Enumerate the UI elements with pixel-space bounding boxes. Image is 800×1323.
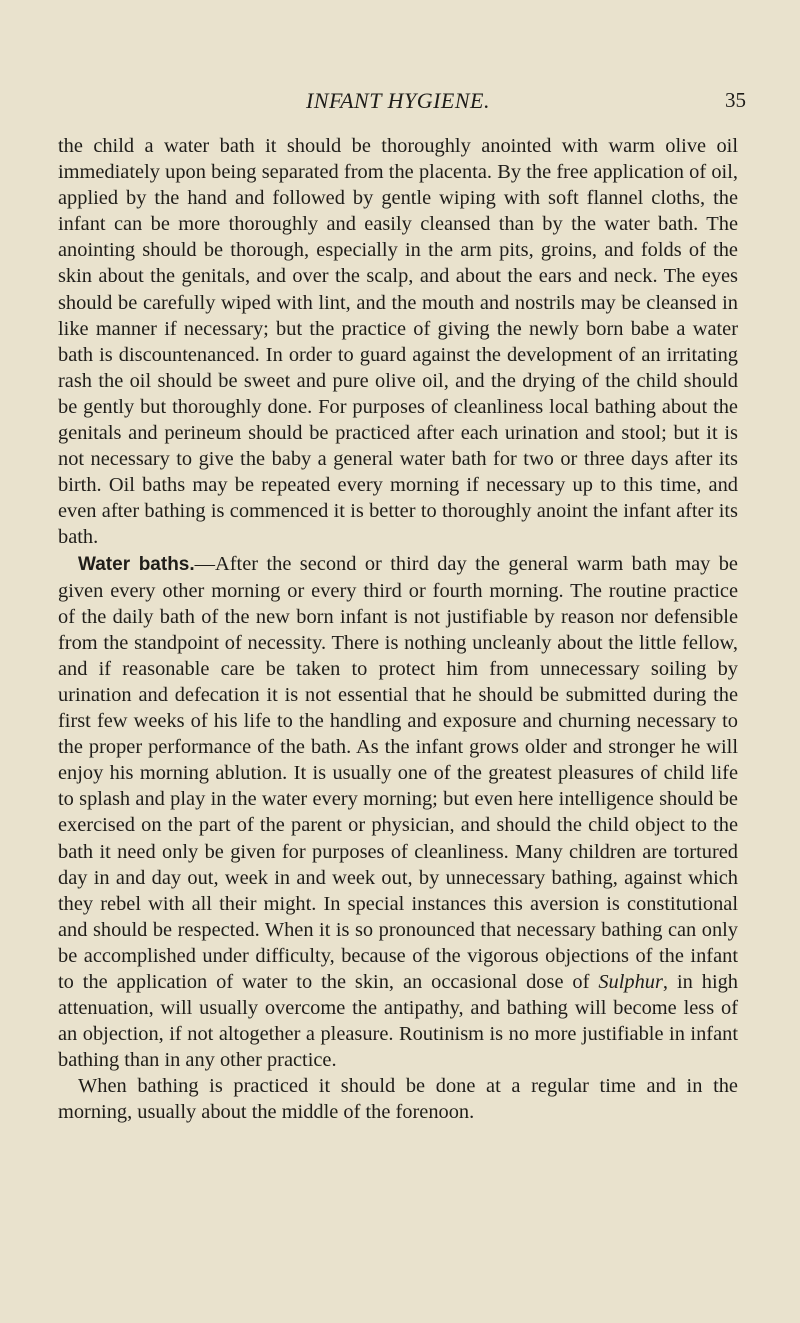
paragraph-2-text-b: , in high attenuation, will usually overcome the antipathy, and bathing will become less of an objection, if not altogether a pleasure. Routinism is no more justifiable in infant bathing than in any other practice.: [58, 971, 738, 1072]
paragraph-2: [58, 551, 738, 1074]
section-heading-water-baths: Water baths.: [78, 553, 195, 575]
running-head: INFANT HYGIENE.: [306, 88, 490, 113]
paragraph-1: the child a water bath it should be thoroughly anointed with warm olive oil immediately upon being separated from the placenta. By the free application of oil, applied by the hand and followed by gentle wiping with soft flannel cloths, the infant can be more thoroughly and easily cleansed than by the water bath. The anointing should be thorough, especially in the arm pits, groins, and folds of the skin about the genitals, and over the scalp, and about the ears and neck. The eyes should be carefully wiped with lint, and the mouth and nostrils may be cleansed in like manner if necessary; but the practice of giving the newly born babe a water bath is discountenanced. In order to guard against the development of an irritating rash the oil should be sweet and pure olive oil, and the drying of the child should be gently but thoroughly done. For purposes of cleanliness local bathing about the genitals and perineum should be practiced after each urination and stool; but it is not necessary to give the baby a general water bath for two or three days after its birth. Oil baths may be repeated every morning if necessary up to this time, and even after bathing is commenced it is better to thoroughly anoint the infant after its bath.: [58, 135, 738, 549]
remedy-name: Sulphur: [598, 971, 663, 993]
page-header: [58, 88, 746, 118]
paragraph-2-text-a: —After the second or third day the general warm bath may be given every other morning or every third or fourth morning. The routine practice of the daily bath of the new born infant is not justifiable by reason nor defensible from the standpoint of necessity. There is nothing uncleanly about the little fellow, and if reasonable care be taken to protect him from unnecessary soiling by urination and defecation it is not essential that he should be submitted during the first few weeks of his life to the handling and exposure and churning necessary to the proper performance of the bath. As the infant grows older and stronger he will enjoy his morning ablution. It is usually one of the greatest pleasures of child life to splash and play in the water every morning; but even here intelligence should be exercised on the part of the parent or physician, and should the child object to the bath it need only be given for purposes of cleanliness. Many children are tortured day in and day out, week in and week out, by unnecessary bathing, against which they rebel with all their might. In special instances this aversion is constitutional and should be respected. When it is so pronounced that necessary bathing can only be accomplished under difficulty, because of the vigorous objections of the infant to the application of water to the skin, an occasional dose of: [58, 552, 738, 993]
page-number: 35: [725, 88, 746, 112]
body-text: [58, 133, 738, 1126]
paragraph-3: When bathing is practiced it should be done at a regular time and in the morning, usually about the middle of the forenoon.: [58, 1075, 738, 1124]
